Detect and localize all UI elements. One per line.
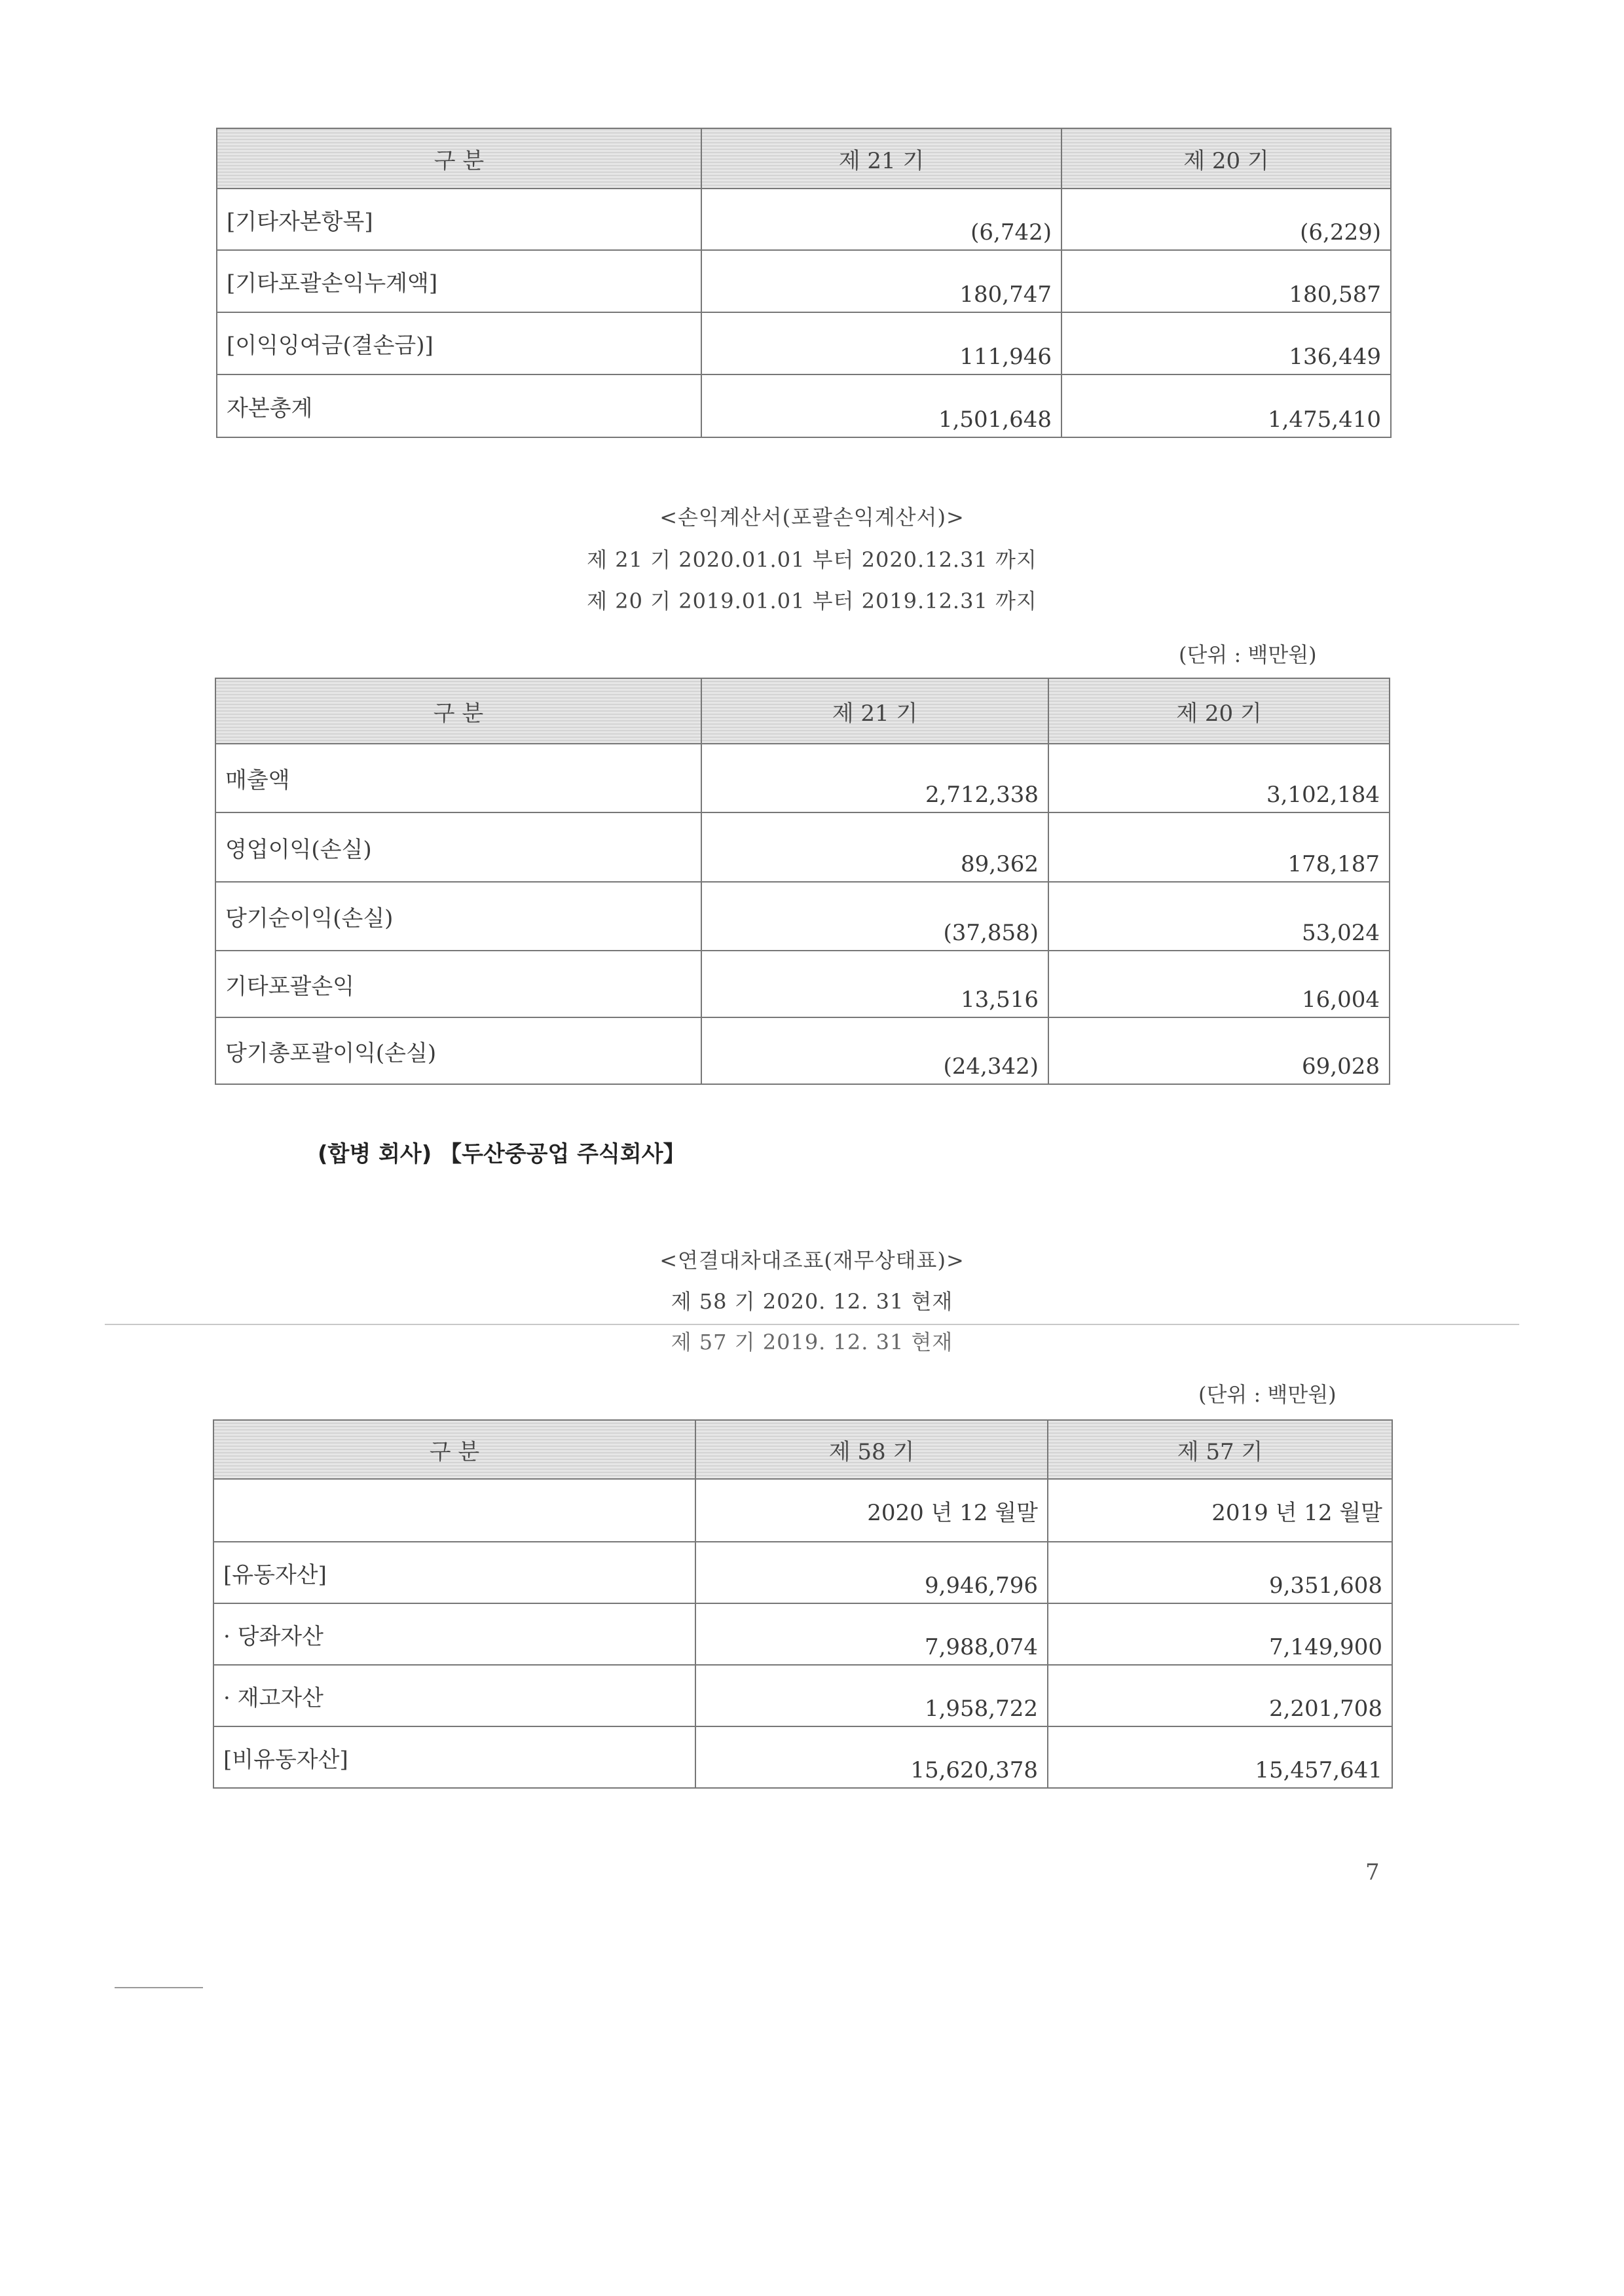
row-label: · 재고자산 (213, 1665, 695, 1726)
row-label: [기타자본항목] (217, 189, 701, 250)
row-value-20: 178,187 (1048, 812, 1390, 882)
table-row (217, 189, 1391, 250)
merger-section-title: (합병 회사) 【두산중공업 주식회사】 (318, 1141, 686, 1167)
row-label: 당기순이익(손실) (215, 882, 701, 951)
row-value-21: 89,362 (701, 812, 1048, 882)
row-value-20: 3,102,184 (1048, 744, 1390, 812)
table-row (217, 374, 1391, 437)
row-value-57: 2,201,708 (1048, 1665, 1392, 1726)
balance-sheet-period-57: 제 57 기 2019. 12. 31 현재 (671, 1330, 953, 1355)
income-statement-title: <손익계산서(포괄손익계산서)> (659, 505, 965, 530)
header-category: 구 분 (217, 128, 701, 189)
income-statement-period-20: 제 20 기 2019.01.01 부터 2019.12.31 까지 (587, 589, 1037, 613)
table-subheader-row (213, 1479, 1392, 1542)
row-label: 기타포괄손익 (215, 951, 701, 1017)
table-row (215, 812, 1390, 882)
row-value-21: 1,501,648 (701, 374, 1061, 437)
scan-artifact-mark (115, 1987, 203, 1988)
balance-sheet-table (213, 1419, 1393, 1789)
row-value-58: 1,958,722 (695, 1665, 1048, 1726)
row-label: 자본총계 (217, 374, 701, 437)
row-value-21: 13,516 (701, 951, 1048, 1017)
balance-sheet-period-58: 제 58 기 2020. 12. 31 현재 (671, 1289, 953, 1314)
row-value-20: 1,475,410 (1061, 374, 1391, 437)
row-value-21: 2,712,338 (701, 744, 1048, 812)
table-row (217, 312, 1391, 374)
table-row (215, 951, 1390, 1017)
row-value-57: 9,351,608 (1048, 1542, 1392, 1603)
balance-sheet-title: <연결대차대조표(재무상태표)> (659, 1248, 965, 1273)
table-row (215, 1017, 1390, 1084)
table-row (215, 882, 1390, 951)
table-row (213, 1726, 1392, 1788)
table-row (215, 744, 1390, 812)
row-value-21: 111,946 (701, 312, 1061, 374)
income-statement-unit: (단위 : 백만원) (1179, 642, 1317, 667)
header-period-20: 제 20 기 (1048, 678, 1390, 744)
table-header-row (213, 1420, 1392, 1479)
row-label: [기타포괄손익누계액] (217, 250, 701, 312)
row-value-20: (6,229) (1061, 189, 1391, 250)
table-row (213, 1542, 1392, 1603)
row-value-57: 15,457,641 (1048, 1726, 1392, 1788)
row-label: 매출액 (215, 744, 701, 812)
table-header-row (217, 128, 1391, 189)
subheader-date-57: 2019 년 12 월말 (1048, 1479, 1392, 1542)
equity-table (216, 128, 1392, 438)
table-row (213, 1603, 1392, 1665)
row-value-20: 16,004 (1048, 951, 1390, 1017)
scan-artifact-line (105, 1324, 1519, 1325)
header-period-21: 제 21 기 (701, 678, 1048, 744)
row-label: [유동자산] (213, 1542, 695, 1603)
income-statement-table (215, 678, 1390, 1085)
row-label: [이익잉여금(결손금)] (217, 312, 701, 374)
row-value-20: 180,587 (1061, 250, 1391, 312)
header-period-21: 제 21 기 (701, 128, 1061, 189)
row-label: · 당좌자산 (213, 1603, 695, 1665)
income-statement-period-21: 제 21 기 2020.01.01 부터 2020.12.31 까지 (587, 547, 1037, 572)
row-value-20: 136,449 (1061, 312, 1391, 374)
row-value-21: 180,747 (701, 250, 1061, 312)
table-row (217, 250, 1391, 312)
header-category: 구 분 (213, 1420, 695, 1479)
row-value-20: 69,028 (1048, 1017, 1390, 1084)
row-value-58: 15,620,378 (695, 1726, 1048, 1788)
header-period-57: 제 57 기 (1048, 1420, 1392, 1479)
page-number: 7 (1365, 1859, 1380, 1886)
subheader-date-58: 2020 년 12 월말 (695, 1479, 1048, 1542)
row-value-57: 7,149,900 (1048, 1603, 1392, 1665)
subheader-empty (213, 1479, 695, 1542)
row-label: 당기총포괄이익(손실) (215, 1017, 701, 1084)
table-header-row (215, 678, 1390, 744)
row-value-58: 7,988,074 (695, 1603, 1048, 1665)
header-category: 구 분 (215, 678, 701, 744)
row-value-20: 53,024 (1048, 882, 1390, 951)
table-row (213, 1665, 1392, 1726)
row-value-21: (24,342) (701, 1017, 1048, 1084)
header-period-20: 제 20 기 (1061, 128, 1391, 189)
row-label: [비유동자산] (213, 1726, 695, 1788)
row-value-58: 9,946,796 (695, 1542, 1048, 1603)
balance-sheet-unit: (단위 : 백만원) (1198, 1382, 1337, 1407)
row-value-21: (37,858) (701, 882, 1048, 951)
row-value-21: (6,742) (701, 189, 1061, 250)
row-label: 영업이익(손실) (215, 812, 701, 882)
header-period-58: 제 58 기 (695, 1420, 1048, 1479)
